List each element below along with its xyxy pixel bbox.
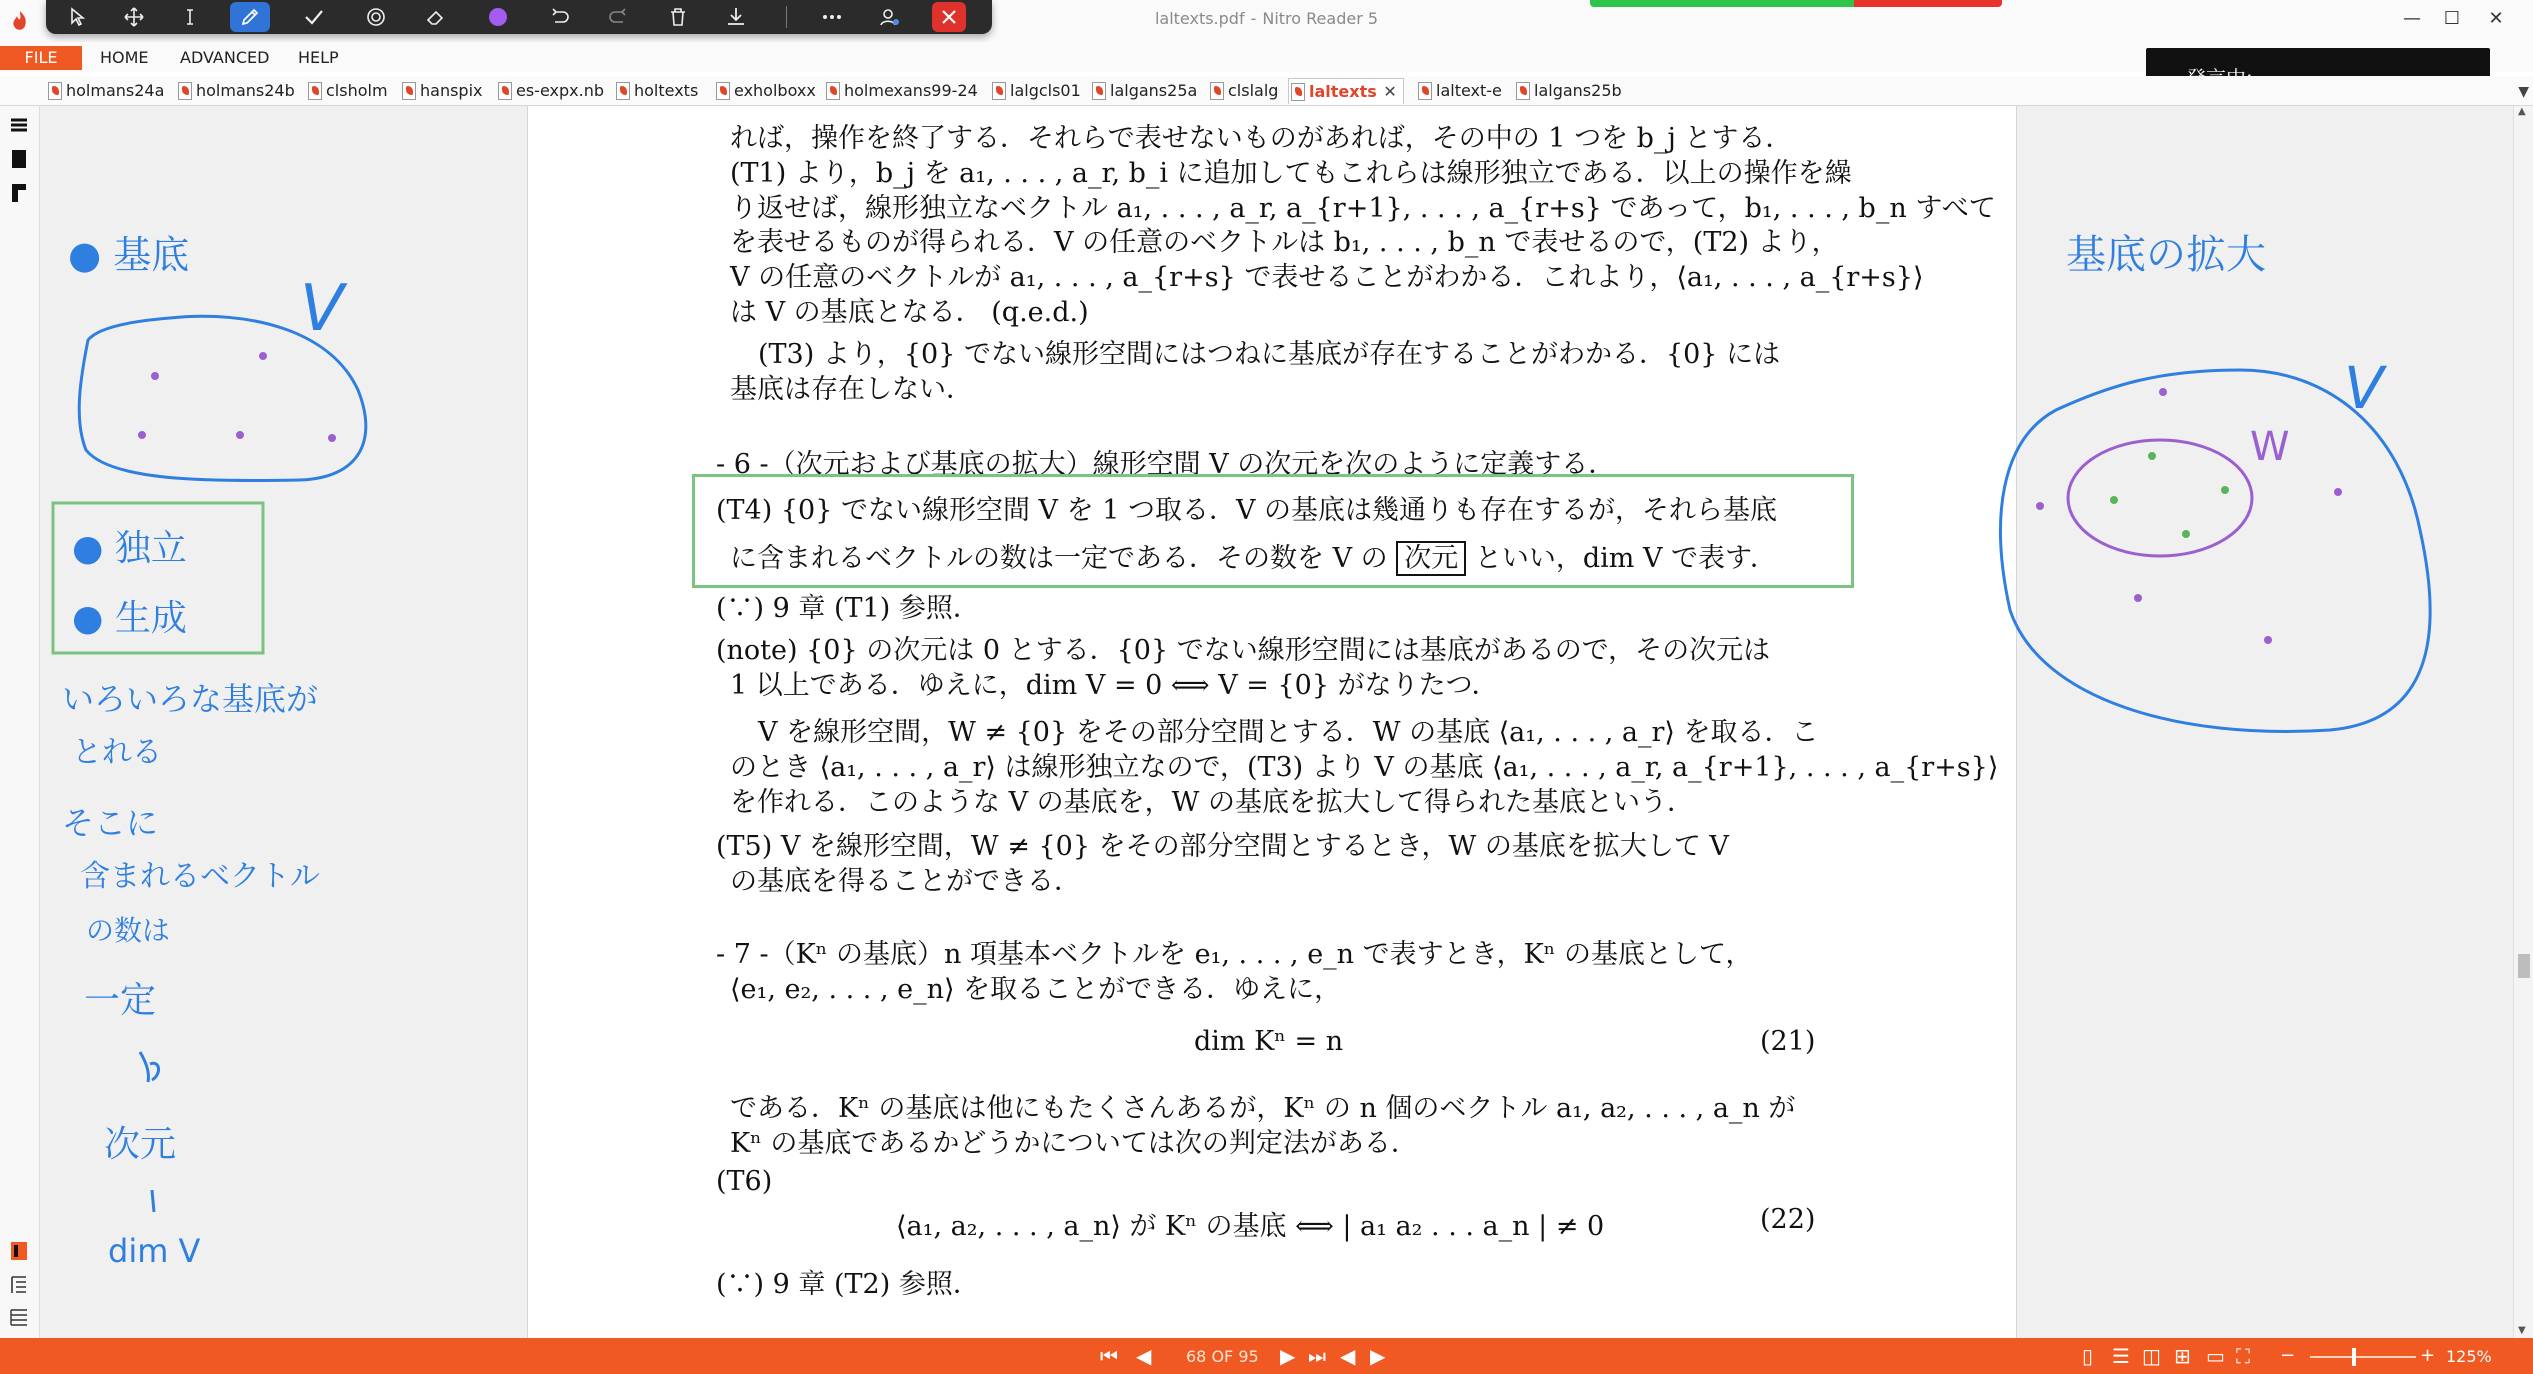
hw-kitei-kakudai: 基底の拡大: [2066, 232, 2266, 278]
equation: ⟨a₁, a₂, . . . , a_n⟩ が Kⁿ の基底 ⟺ | a₁ a₂ . . . a_n | ≠ 0: [896, 1211, 1605, 1242]
doc-tab-label: holmans24b: [196, 81, 295, 100]
doc-tab-label: hanspix: [420, 81, 483, 100]
maximize-button[interactable]: ☐: [2443, 8, 2461, 29]
more-icon[interactable]: [812, 2, 852, 32]
pdf-file-icon: [716, 82, 730, 100]
app-name: Nitro Reader 5: [1262, 9, 1379, 28]
pdf-file-icon: [402, 82, 416, 100]
continuous-icon[interactable]: ☰: [2112, 1344, 2130, 1368]
page-indicator[interactable]: 68 OF 95: [1186, 1347, 1259, 1366]
page-text-line: (T4) {0} でない線形空間 V を 1 つ取る．V の基底は幾通りも存在するが，それら基底: [716, 495, 1778, 526]
pdf-file-icon: [1418, 82, 1432, 100]
doc-tab-label: holtexts: [634, 81, 699, 100]
first-page-icon[interactable]: ⏮: [1100, 1344, 1118, 1368]
fullscreen-icon[interactable]: ⛶: [2236, 1344, 2250, 1368]
page-text-line: 基底は存在しない．: [730, 374, 973, 405]
close-window-button[interactable]: ✕: [2488, 8, 2504, 29]
pdf-file-icon: [1210, 82, 1224, 100]
last-page-icon[interactable]: ⏭: [1308, 1344, 1326, 1368]
page-text-line: Kⁿ の基底であるかどうかについては次の判定法がある．: [730, 1128, 1418, 1159]
zoom-level[interactable]: 125%: [2446, 1347, 2492, 1366]
page-text-line: (T1) より，b_j を a₁, . . . , a_r, b_i に追加してもこれらは線形独立である．以上の操作を繰: [730, 158, 1852, 189]
hw-note: そこに: [62, 804, 159, 842]
close-tab-icon[interactable]: ✕: [1383, 82, 1397, 101]
outline-icon[interactable]: [8, 1274, 30, 1296]
jigen-boxed-term: 次元: [1396, 541, 1466, 576]
canvas-margin-left: [40, 106, 528, 1338]
color-dot-icon[interactable]: [478, 2, 518, 32]
redo-icon[interactable]: [598, 2, 638, 32]
page-text-line: ⟨e₁, e₂, . . . , e_n⟩ を取ることができる．ゆえに，: [730, 974, 1342, 1005]
vertical-scrollbar[interactable]: [2513, 106, 2533, 1338]
t4-line-tail: といい，dim V で表す．: [1474, 543, 1777, 574]
section-heading: - 6 -（次元および基底の拡大）線形空間 V の次元を次のように定義する．: [716, 449, 1616, 480]
delete-icon[interactable]: [658, 2, 698, 32]
hw-v-label-right: V: [2344, 354, 2384, 422]
doc-tab[interactable]: [714, 78, 816, 104]
pages-icon[interactable]: [8, 148, 30, 170]
pdf-file-icon: [308, 82, 322, 100]
tab-overflow-chevron-icon[interactable]: ▼: [2518, 84, 2529, 100]
equation-number: (21): [1760, 1026, 1816, 1057]
status-strip-red: [1854, 0, 2002, 7]
left-panel-strip: [0, 106, 40, 1338]
eraser-icon[interactable]: [416, 2, 456, 32]
hw-w-label: W: [2250, 424, 2290, 470]
doc-tab[interactable]: [496, 78, 604, 104]
page-text-line: れば，操作を終了する．それらで表せないものがあれば，その中の 1 つを b_j とする．: [730, 123, 1793, 154]
pdf-file-icon: [992, 82, 1006, 100]
doc-tab-label: clslalg: [1228, 81, 1279, 100]
prev-page-icon[interactable]: ◀: [1136, 1344, 1152, 1368]
theorem-label: (T6): [716, 1166, 773, 1197]
pdf-file-icon: [178, 82, 192, 100]
pdf-file-icon: [1291, 83, 1305, 101]
doc-tab[interactable]: [400, 78, 483, 104]
page-text-line: V の任意のベクトルが a₁, . . . , a_{r+s} で表せることがわかる．これより，⟨a₁, . . . , a_{r+s}⟩: [730, 262, 1924, 293]
zoom-out-button[interactable]: −: [2280, 1345, 2296, 1366]
zoom-slider[interactable]: [2310, 1356, 2416, 1358]
page-text-line: (∵) 9 章 (T1) 参照．: [716, 593, 980, 624]
page-text-line: (note) {0} の次元は 0 とする．{0} でない線形空間には基底があるので，その次元は: [716, 635, 1771, 666]
title-separator: -: [1250, 9, 1257, 28]
file-name: laltexts.pdf: [1154, 9, 1245, 28]
page-text-line: を表せるものが得られる．V の任意のベクトルは b₁, . . . , b_n で表せるので，(T2) より，: [730, 227, 1839, 258]
annotation-toolbar: [46, 0, 992, 34]
hw-note: 含まれるベクトル: [80, 859, 320, 894]
hw-note: dim V: [108, 1232, 201, 1270]
doc-tab-label: lalgans25a: [1110, 81, 1198, 100]
single-page-icon[interactable]: ▯: [2082, 1344, 2094, 1368]
status-bar: [0, 1338, 2533, 1374]
forward-icon[interactable]: ▶: [1370, 1344, 1386, 1368]
doc-tab-label: laltext-e: [1436, 81, 1502, 100]
doc-tab[interactable]: [46, 78, 164, 104]
equation: dim Kⁿ = n: [1194, 1026, 1344, 1057]
doc-tab[interactable]: [614, 78, 698, 104]
facing-icon[interactable]: ◫: [2142, 1344, 2161, 1368]
doc-tab-label: lalgans25b: [1534, 81, 1622, 100]
tab-home[interactable]: HOME: [100, 48, 149, 67]
doc-tab[interactable]: [1208, 78, 1278, 104]
page-text-line: り返せば，線形独立なベクトル a₁, . . . , a_r, a_{r+1}, . . . , a_{r+s} であって，b₁, . . . , b_n すべて: [730, 193, 1996, 224]
share-icon[interactable]: [870, 2, 910, 32]
hw-dokuritsu: ● 独立: [72, 528, 187, 569]
pdf-file-icon: [826, 82, 840, 100]
doc-tab[interactable]: [1514, 78, 1622, 104]
doc-tab-label: holmexans99-24: [844, 81, 978, 100]
back-icon[interactable]: ◀: [1340, 1344, 1356, 1368]
doc-tab-label: lalgcls01: [1010, 81, 1081, 100]
doc-tab[interactable]: [306, 78, 388, 104]
t4-line-text: に含まれるベクトルの数は一定である．その数を V の: [730, 543, 1388, 574]
page-text-line: は V の基底となる． (q.e.d.): [730, 297, 1089, 328]
page-text-line: (∵) 9 章 (T2) 参照．: [716, 1269, 980, 1300]
close-toolbar-icon[interactable]: [932, 2, 966, 32]
tab-file[interactable]: FILE: [0, 46, 82, 70]
facing-continuous-icon[interactable]: ⊞: [2174, 1344, 2191, 1368]
doc-tab-label: exholboxx: [734, 81, 816, 100]
tab-advanced[interactable]: ADVANCED: [180, 48, 270, 67]
doc-tab[interactable]: [1090, 78, 1197, 104]
doc-tab-label: clsholm: [326, 81, 388, 100]
page-text-line: (T3) より，{0} でない線形空間にはつねに基底が存在することがわかる．{0} には: [758, 339, 1781, 370]
scroll-thumb[interactable]: [2518, 954, 2530, 978]
toolbar-divider: [786, 6, 787, 28]
layers-icon[interactable]: [8, 1306, 30, 1328]
tab-help[interactable]: HELP: [298, 48, 339, 67]
hw-kitei: ● 基底: [68, 233, 190, 277]
status-strip-green: [1590, 0, 1854, 7]
next-page-icon[interactable]: ▶: [1280, 1344, 1296, 1368]
hw-seisei: ● 生成: [72, 598, 187, 639]
fit-width-icon[interactable]: ▭: [2206, 1344, 2225, 1368]
zoom-slider-thumb[interactable]: [2352, 1348, 2356, 1366]
document-tab-bar: [0, 76, 2533, 106]
page-text-line: [730, 536, 1777, 575]
scroll-down-icon[interactable]: ▼: [2518, 1325, 2526, 1336]
doc-tab-label: es-expx.nb: [516, 81, 604, 100]
pdf-file-icon: [48, 82, 62, 100]
hw-note: いろいろな基底が: [62, 680, 319, 718]
page-text-line: V を線形空間，W ≠ {0} をその部分空間とする．W の基底 ⟨a₁, . . . , a_r⟩ を取る．こ: [758, 717, 1819, 748]
pdf-file-icon: [1516, 82, 1530, 100]
section-heading: - 7 -（Kⁿ の基底）n 項基本ベクトルを e₁, . . . , e_n で表すとき，Kⁿ の基底として，: [716, 939, 1753, 970]
pen-icon[interactable]: [230, 2, 270, 32]
zoom-in-button[interactable]: +: [2420, 1345, 2436, 1366]
attachments-icon[interactable]: [8, 182, 30, 204]
stamp-icon[interactable]: [356, 2, 396, 32]
page-text-line: のとき ⟨a₁, . . . , a_r⟩ は線形独立なので，(T3) より V の基底 ⟨a₁, . . . , a_r, a_{r+1}, . . . , a_{r+s}⟩: [730, 752, 1999, 783]
canvas-margin-right: [2016, 106, 2513, 1338]
doc-tab[interactable]: [1416, 78, 1502, 104]
doc-tab[interactable]: [990, 78, 1081, 104]
doc-tab-label: holmans24a: [66, 81, 165, 100]
pdf-file-icon: [616, 82, 630, 100]
page-text-line: 1 以上である．ゆえに，dim V = 0 ⟺ V = {0} がなりたつ．: [730, 670, 1499, 701]
doc-tab[interactable]: [176, 78, 295, 104]
page-text-line: である．Kⁿ の基底は他にもたくさんあるが，Kⁿ の n 個のベクトル a₁, a₂, . . . , a_n が: [730, 1093, 1796, 1124]
pdf-file-icon: [498, 82, 512, 100]
check-icon[interactable]: [294, 2, 334, 32]
doc-tab[interactable]: [824, 78, 978, 104]
doc-tab-active[interactable]: [1288, 78, 1404, 104]
scroll-up-icon[interactable]: ▲: [2518, 106, 2526, 117]
hw-note: の数は: [86, 914, 171, 947]
pdf-file-icon: [1092, 82, 1106, 100]
undo-icon[interactable]: [540, 2, 580, 32]
hw-v-label: V: [300, 272, 344, 346]
page-text-line: の基底を得ることができる．: [730, 866, 1081, 897]
hw-note: 一定: [84, 980, 157, 1021]
comments-panel-icon[interactable]: [8, 1240, 30, 1262]
minimize-button[interactable]: —: [2403, 8, 2421, 29]
hw-note: とれる: [72, 735, 162, 770]
select-arrow-icon[interactable]: [58, 2, 98, 32]
doc-tab-label: laltexts: [1309, 82, 1377, 101]
bookmarks-icon[interactable]: [8, 116, 30, 138]
equation-number: (22): [1760, 1204, 1816, 1235]
text-cursor-icon[interactable]: [170, 2, 210, 32]
pdf-page: [528, 106, 2016, 1338]
save-download-icon[interactable]: [716, 2, 756, 32]
page-text-line: (T5) V を線形空間，W ≠ {0} をその部分空間とするとき，W の基底を拡大して V: [716, 831, 1729, 862]
pan-icon[interactable]: [114, 2, 154, 32]
hw-note: 次元: [104, 1124, 177, 1165]
page-text-line: を作れる．このような V の基底を，W の基底を拡大して得られた基底という．: [730, 787, 1694, 818]
